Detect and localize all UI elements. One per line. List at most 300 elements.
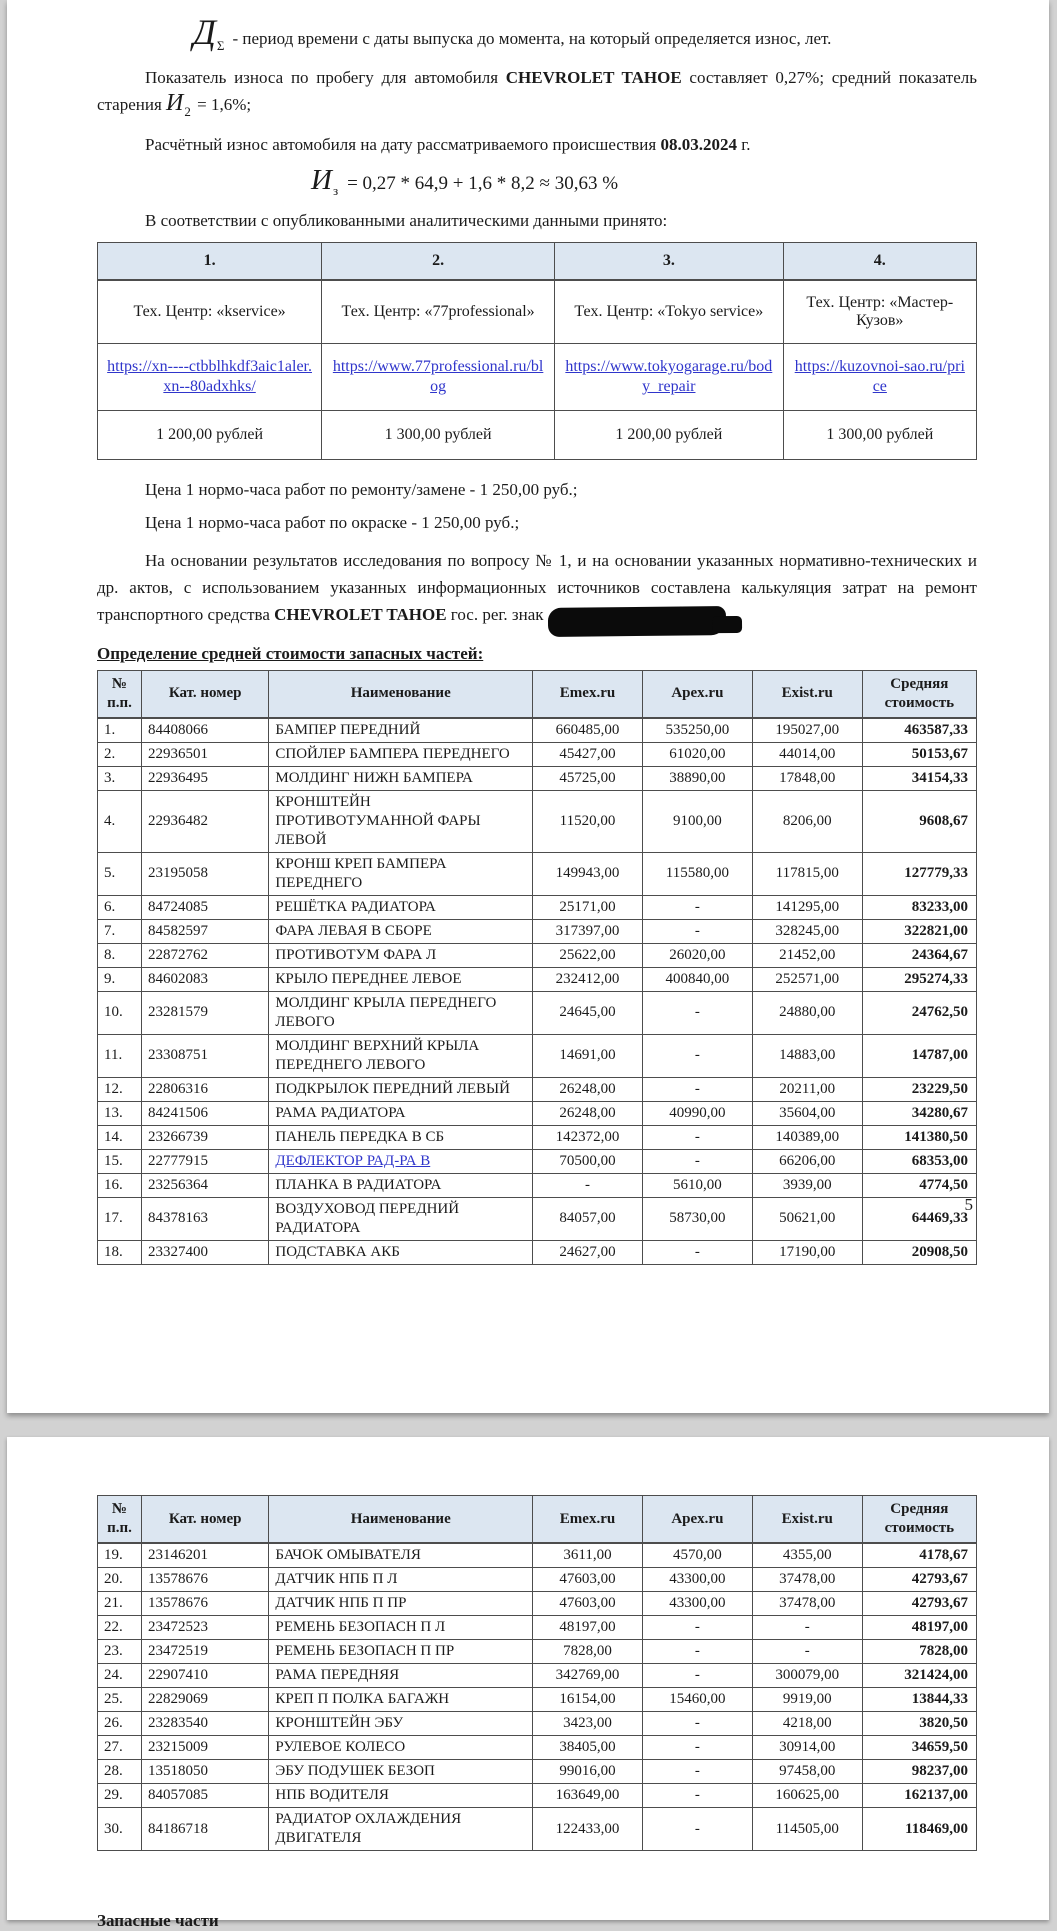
row-number-cell: 18. (98, 1240, 142, 1264)
part-name-cell: МОЛДИНГ ВЕРХНИЙ КРЫЛА ПЕРЕДНЕГО ЛЕВОГО (269, 1034, 533, 1077)
exist-price-cell: 17190,00 (752, 1240, 862, 1264)
tech-center-1: Тех. Центр: «kservice» (98, 280, 322, 344)
row-number-cell: 17. (98, 1197, 142, 1240)
exist-price-cell: 97458,00 (752, 1760, 862, 1784)
emex-price-cell: 47603,00 (533, 1592, 643, 1616)
exist-price-cell: 140389,00 (752, 1125, 862, 1149)
col-header-num: № п.п. (98, 1496, 142, 1544)
row-number-cell: 9. (98, 967, 142, 991)
link-cell (555, 344, 784, 411)
text-run: На основании результатов исследования по вопросу № 1, и на основании указанных нормативно-технических и др. актов, с использованием указанных информационных источников составлена калькуляция затрат на ремонт транспортного средства (97, 551, 977, 624)
row-number-cell: 21. (98, 1592, 142, 1616)
sources-header-row (98, 243, 977, 281)
parts-table-row (98, 1125, 977, 1149)
emex-price-cell: 16154,00 (533, 1688, 643, 1712)
apex-price-cell: 61020,00 (642, 742, 752, 766)
parts-table-row (98, 1640, 977, 1664)
emex-price-cell: 38405,00 (533, 1736, 643, 1760)
parts-table-row (98, 1712, 977, 1736)
page-2 (7, 1437, 1049, 1930)
catalog-number-cell: 84057085 (141, 1784, 268, 1808)
catalog-number-cell: 23266739 (141, 1125, 268, 1149)
emex-price-cell: 3611,00 (533, 1543, 643, 1568)
part-name-cell: ДАТЧИК НПБ П Л (269, 1568, 533, 1592)
part-name-link[interactable]: ДЕФЛЕКТОР РАД-РА В (275, 1152, 431, 1169)
catalog-number-cell: 13578676 (141, 1568, 268, 1592)
row-number-cell: 24. (98, 1664, 142, 1688)
parts-table-row (98, 991, 977, 1034)
emex-price-cell: 25622,00 (533, 943, 643, 967)
exist-price-cell: - (752, 1616, 862, 1640)
average-price-cell: 83233,00 (862, 895, 976, 919)
col-header-exist: Exist.ru (752, 1496, 862, 1544)
apex-price-cell: 40990,00 (642, 1101, 752, 1125)
part-name-cell: ПОДКРЫЛОК ПЕРЕДНИЙ ЛЕВЫЙ (269, 1077, 533, 1101)
catalog-number-cell: 84378163 (141, 1197, 268, 1240)
parts-table-row (98, 1101, 977, 1125)
parts-table-row (98, 967, 977, 991)
parts-table-row (98, 1568, 977, 1592)
part-name-cell: РАМА ПЕРЕДНЯЯ (269, 1664, 533, 1688)
row-number-cell: 28. (98, 1760, 142, 1784)
part-name-cell: РАДИАТОР ОХЛАЖДЕНИЯ ДВИГАТЕЛЯ (269, 1808, 533, 1851)
part-name-cell: РЕМЕНЬ БЕЗОПАСН П Л (269, 1616, 533, 1640)
hour-price-3: 1 200,00 рублей (555, 411, 784, 460)
parts-table-row (98, 1616, 977, 1640)
average-price-cell: 463587,33 (862, 718, 976, 743)
sources-header-2: 2. (322, 243, 555, 281)
row-number-cell: 10. (98, 991, 142, 1034)
row-number-cell: 30. (98, 1808, 142, 1851)
page-1-content (7, 14, 1049, 1265)
emex-price-cell: 70500,00 (533, 1149, 643, 1173)
row-number-cell: 23. (98, 1640, 142, 1664)
text-run: составляет 0,27%; средний показатель старения (97, 68, 977, 114)
part-name-cell: КРОНШ КРЕП БАМПЕРА ПЕРЕДНЕГО (269, 852, 533, 895)
definition-text: - период времени с даты выпуска до момента, на который определяется износ, лет. (232, 29, 832, 48)
parts-table-row (98, 1149, 977, 1173)
apex-price-cell: 38890,00 (642, 766, 752, 790)
exist-price-cell: 252571,00 (752, 967, 862, 991)
redacted-plate-number (548, 606, 726, 637)
exist-price-cell: 20211,00 (752, 1077, 862, 1101)
emex-price-cell: 26248,00 (533, 1077, 643, 1101)
math-subscript-sigma: Σ (216, 38, 225, 53)
part-name-cell: ВОЗДУХОВОД ПЕРЕДНИЙ РАДИАТОРА (269, 1197, 533, 1240)
catalog-number-cell: 84724085 (141, 895, 268, 919)
col-header-num: № п.п. (98, 670, 142, 718)
text-run: Показатель износа по пробегу для автомобиля (145, 68, 506, 87)
catalog-number-cell: 22936482 (141, 790, 268, 852)
average-price-cell: 50153,67 (862, 742, 976, 766)
average-price-cell: 42793,67 (862, 1568, 976, 1592)
catalog-number-cell: 22777915 (141, 1149, 268, 1173)
exist-price-cell: 9919,00 (752, 1688, 862, 1712)
catalog-number-cell: 84241506 (141, 1101, 268, 1125)
catalog-number-cell: 22872762 (141, 943, 268, 967)
catalog-number-cell: 84602083 (141, 967, 268, 991)
labor-repair-line: Цена 1 нормо-часа работ по ремонту/замене - 1 250,00 руб.; (145, 480, 578, 499)
source-link-1[interactable]: https://xn----ctbblhkdf3aic1aler.xn--80adxhks/ (107, 358, 312, 395)
emex-price-cell: 232412,00 (533, 967, 643, 991)
link-cell (98, 344, 322, 411)
catalog-number-cell: 13518050 (141, 1760, 268, 1784)
parts-table-row (98, 1736, 977, 1760)
average-price-cell: 42793,67 (862, 1592, 976, 1616)
parts-table-row (98, 1688, 977, 1712)
apex-price-cell: - (642, 919, 752, 943)
apex-price-cell: 400840,00 (642, 967, 752, 991)
catalog-number-cell: 23472519 (141, 1640, 268, 1664)
col-header-name: Наименование (269, 670, 533, 718)
parts-table-row (98, 852, 977, 895)
parts-price-table-page2 (97, 1495, 977, 1851)
emex-price-cell: 99016,00 (533, 1760, 643, 1784)
emex-price-cell: 11520,00 (533, 790, 643, 852)
average-price-cell: 24364,67 (862, 943, 976, 967)
incident-date: 08.03.2024 (660, 135, 737, 154)
part-name-cell: РУЛЕВОЕ КОЛЕСО (269, 1736, 533, 1760)
emex-price-cell: 24645,00 (533, 991, 643, 1034)
apex-price-cell: - (642, 991, 752, 1034)
average-price-cell: 7828,00 (862, 1640, 976, 1664)
parts-table-row (98, 766, 977, 790)
parts-section-heading: Определение средней стоимости запасных частей: (97, 643, 484, 663)
exist-price-cell: 17848,00 (752, 766, 862, 790)
emex-price-cell: 26248,00 (533, 1101, 643, 1125)
vehicle-name: CHEVROLET TAHOE (505, 68, 682, 87)
basis-paragraph (97, 547, 977, 631)
parts-table-row (98, 1240, 977, 1264)
part-name-cell: ПРОТИВОТУМ ФАРА Л (269, 943, 533, 967)
part-name-cell: СПОЙЛЕР БАМПЕРА ПЕРЕДНЕГО (269, 742, 533, 766)
catalog-number-cell: 23472523 (141, 1616, 268, 1640)
col-header-average: Средняя стоимость (862, 670, 976, 718)
part-name-cell: ФАРА ЛЕВАЯ В СБОРЕ (269, 919, 533, 943)
parts-table-row (98, 1784, 977, 1808)
catalog-number-cell: 84186718 (141, 1808, 268, 1851)
part-name-cell: ПЛАНКА В РАДИАТОРА (269, 1173, 533, 1197)
part-name-cell: МОЛДИНГ КРЫЛА ПЕРЕДНЕГО ЛЕВОГО (269, 991, 533, 1034)
catalog-number-cell: 22936501 (141, 742, 268, 766)
emex-price-cell: 45725,00 (533, 766, 643, 790)
part-name-cell: РЕМЕНЬ БЕЗОПАСН П ПР (269, 1640, 533, 1664)
average-price-cell: 23229,50 (862, 1077, 976, 1101)
parts-header-row (98, 670, 977, 718)
emex-price-cell: 660485,00 (533, 718, 643, 743)
labor-paint-line: Цена 1 нормо-часа работ по окраске - 1 250,00 руб.; (145, 513, 520, 532)
average-price-cell: 141380,50 (862, 1125, 976, 1149)
part-name-cell: БАЧОК ОМЫВАТЕЛЯ (269, 1543, 533, 1568)
apex-price-cell: 43300,00 (642, 1592, 752, 1616)
emex-price-cell: 47603,00 (533, 1568, 643, 1592)
parts-table-row (98, 790, 977, 852)
average-price-cell: 4178,67 (862, 1543, 976, 1568)
row-number-cell: 11. (98, 1034, 142, 1077)
tech-center-4: Тех. Центр: «Мастер-Кузов» (783, 280, 976, 344)
math-symbol-d: Д (193, 12, 216, 52)
exist-price-cell: 160625,00 (752, 1784, 862, 1808)
part-name-cell: НПБ ВОДИТЕЛЯ (269, 1784, 533, 1808)
parts-table-row (98, 1664, 977, 1688)
part-name-cell: БАМПЕР ПЕРЕДНИЙ (269, 718, 533, 743)
part-name-cell: ЭБУ ПОДУШЕК БЕЗОП (269, 1760, 533, 1784)
row-number-cell: 6. (98, 895, 142, 919)
part-name-cell (269, 1149, 533, 1173)
row-number-cell: 29. (98, 1784, 142, 1808)
catalog-number-cell: 22936495 (141, 766, 268, 790)
exist-price-cell: 4355,00 (752, 1543, 862, 1568)
row-number-cell: 8. (98, 943, 142, 967)
catalog-number-cell: 84408066 (141, 718, 268, 743)
apex-price-cell: - (642, 1808, 752, 1851)
apex-price-cell: 9100,00 (642, 790, 752, 852)
apex-price-cell: - (642, 1760, 752, 1784)
average-price-cell: 20908,50 (862, 1240, 976, 1264)
parts-table-body (98, 718, 977, 1265)
col-header-average: Средняя стоимость (862, 1496, 976, 1544)
average-price-cell: 322821,00 (862, 919, 976, 943)
apex-price-cell: - (642, 1149, 752, 1173)
emex-price-cell: 342769,00 (533, 1664, 643, 1688)
col-header-apex: Apex.ru (642, 1496, 752, 1544)
source-link-2[interactable]: https://www.77professional.ru/blog (332, 358, 544, 395)
exist-price-cell: 195027,00 (752, 718, 862, 743)
hour-price-2: 1 300,00 рублей (322, 411, 555, 460)
apex-price-cell: - (642, 1664, 752, 1688)
parts-table-row (98, 919, 977, 943)
part-name-cell: ПОДСТАВКА АКБ (269, 1240, 533, 1264)
catalog-number-cell: 22907410 (141, 1664, 268, 1688)
text-run: = 1,6%; (192, 95, 252, 114)
parts-header-row (98, 1496, 977, 1544)
accordance-paragraph: В соответствии с опубликованными аналитическими данными принято: (145, 211, 668, 230)
col-header-catalog: Кат. номер (141, 1496, 268, 1544)
exist-price-cell: 21452,00 (752, 943, 862, 967)
wear-formula (311, 164, 977, 198)
apex-price-cell: - (642, 1125, 752, 1149)
parts-table-row (98, 1197, 977, 1240)
apex-price-cell: 15460,00 (642, 1688, 752, 1712)
row-number-cell: 7. (98, 919, 142, 943)
parts-table-row (98, 1173, 977, 1197)
apex-price-cell: 26020,00 (642, 943, 752, 967)
source-link-4[interactable]: https://kuzovnoi-sao.ru/price (794, 358, 965, 395)
exist-price-cell: 141295,00 (752, 895, 862, 919)
row-number-cell: 2. (98, 742, 142, 766)
exist-price-cell: 3939,00 (752, 1173, 862, 1197)
emex-price-cell: 25171,00 (533, 895, 643, 919)
exist-price-cell: 44014,00 (752, 742, 862, 766)
parts-table-row (98, 742, 977, 766)
catalog-number-cell: 84582597 (141, 919, 268, 943)
col-header-exist: Exist.ru (752, 670, 862, 718)
parts-table-row (98, 1077, 977, 1101)
part-name-cell: КРЕП П ПОЛКА БАГАЖН (269, 1688, 533, 1712)
catalog-number-cell: 23308751 (141, 1034, 268, 1077)
apex-price-cell: 535250,00 (642, 718, 752, 743)
exist-price-cell: 117815,00 (752, 852, 862, 895)
row-number-cell: 22. (98, 1616, 142, 1640)
average-price-cell: 24762,50 (862, 991, 976, 1034)
link-cell (783, 344, 976, 411)
row-number-cell: 13. (98, 1101, 142, 1125)
part-name-cell: МОЛДИНГ НИЖН БАМПЕРА (269, 766, 533, 790)
formula-expression: = 0,27 * 64,9 + 1,6 * 8,2 ≈ 30,63 % (347, 173, 619, 194)
math-subscript-z: з (332, 183, 339, 198)
col-header-emex: Emex.ru (533, 670, 643, 718)
row-number-cell: 26. (98, 1712, 142, 1736)
average-price-cell: 9608,67 (862, 790, 976, 852)
exist-price-cell: 50621,00 (752, 1197, 862, 1240)
sources-header-3: 3. (555, 243, 784, 281)
catalog-number-cell: 23327400 (141, 1240, 268, 1264)
link-cell (322, 344, 555, 411)
apex-price-cell: - (642, 895, 752, 919)
catalog-number-cell: 23281579 (141, 991, 268, 1034)
part-name-cell: ПАНЕЛЬ ПЕРЕДКА В СБ (269, 1125, 533, 1149)
sources-header-1: 1. (98, 243, 322, 281)
col-header-catalog: Кат. номер (141, 670, 268, 718)
tech-center-2: Тех. Центр: «77professional» (322, 280, 555, 344)
average-price-cell: 34154,33 (862, 766, 976, 790)
part-name-cell: РЕШЁТКА РАДИАТОРА (269, 895, 533, 919)
part-name-cell: КРЫЛО ПЕРЕДНЕЕ ЛЕВОЕ (269, 967, 533, 991)
math-symbol-i: И (311, 164, 332, 196)
source-link-3[interactable]: https://www.tokyogarage.ru/body_repair (565, 358, 773, 395)
row-number-cell: 3. (98, 766, 142, 790)
col-header-emex: Emex.ru (533, 1496, 643, 1544)
parts-table-row (98, 1760, 977, 1784)
exist-price-cell: 14883,00 (752, 1034, 862, 1077)
row-number-cell: 27. (98, 1736, 142, 1760)
apex-price-cell: - (642, 1616, 752, 1640)
page-number: 5 (964, 1194, 973, 1214)
next-section-heading-cut: Запасные части (97, 1911, 219, 1930)
average-price-cell: 295274,33 (862, 967, 976, 991)
text-run: Расчётный износ автомобиля на дату рассматриваемого происшествия (145, 135, 661, 154)
average-price-cell: 48197,00 (862, 1616, 976, 1640)
calc-date-paragraph (97, 131, 977, 158)
row-number-cell: 14. (98, 1125, 142, 1149)
average-price-cell: 118469,00 (862, 1808, 976, 1851)
apex-price-cell: - (642, 1077, 752, 1101)
row-number-cell: 1. (98, 718, 142, 743)
catalog-number-cell: 23195058 (141, 852, 268, 895)
text-run: гос. рег. знак (446, 605, 548, 624)
catalog-number-cell: 22829069 (141, 1688, 268, 1712)
catalog-number-cell: 23215009 (141, 1736, 268, 1760)
exist-price-cell: 24880,00 (752, 991, 862, 1034)
apex-price-cell: 4570,00 (642, 1543, 752, 1568)
row-number-cell: 19. (98, 1543, 142, 1568)
part-name-cell: КРОНШТЕЙН ПРОТИВОТУМАННОЙ ФАРЫ ЛЕВОЙ (269, 790, 533, 852)
exist-price-cell: 8206,00 (752, 790, 862, 852)
emex-price-cell: 3423,00 (533, 1712, 643, 1736)
emex-price-cell: 24627,00 (533, 1240, 643, 1264)
emex-price-cell: 122433,00 (533, 1808, 643, 1851)
average-price-cell: 34659,50 (862, 1736, 976, 1760)
catalog-number-cell: 13578676 (141, 1592, 268, 1616)
page-2-content (7, 1437, 1049, 1851)
catalog-number-cell: 23146201 (141, 1543, 268, 1568)
apex-price-cell: - (642, 1736, 752, 1760)
tech-center-3: Тех. Центр: «Tokyo service» (555, 280, 784, 344)
formula-definition-line (193, 12, 977, 53)
parts-table-row (98, 1034, 977, 1077)
repair-sources-table (97, 242, 977, 460)
math-symbol-i: И (166, 90, 184, 116)
average-price-cell: 14787,00 (862, 1034, 976, 1077)
math-subscript-2: 2 (184, 104, 191, 119)
exist-price-cell: - (752, 1640, 862, 1664)
col-header-apex: Apex.ru (642, 670, 752, 718)
emex-price-cell: 48197,00 (533, 1616, 643, 1640)
parts-price-table-page1 (97, 670, 977, 1265)
exist-price-cell: 37478,00 (752, 1568, 862, 1592)
average-price-cell: 127779,33 (862, 852, 976, 895)
parts-table-head (98, 670, 977, 718)
part-name-cell: РАМА РАДИАТОРА (269, 1101, 533, 1125)
part-name-cell: ДАТЧИК НПБ П ПР (269, 1592, 533, 1616)
text-run: г. (736, 135, 751, 154)
sources-centers-row (98, 280, 977, 344)
sources-header-4: 4. (783, 243, 976, 281)
average-price-cell: 98237,00 (862, 1760, 976, 1784)
emex-price-cell: 84057,00 (533, 1197, 643, 1240)
vehicle-name: CHEVROLET TAHOE (274, 605, 447, 624)
emex-price-cell: 149943,00 (533, 852, 643, 895)
exist-price-cell: 30914,00 (752, 1736, 862, 1760)
parts-table-row (98, 943, 977, 967)
exist-price-cell: 35604,00 (752, 1101, 862, 1125)
exist-price-cell: 66206,00 (752, 1149, 862, 1173)
col-header-name: Наименование (269, 1496, 533, 1544)
catalog-number-cell: 23256364 (141, 1173, 268, 1197)
exist-price-cell: 328245,00 (752, 919, 862, 943)
emex-price-cell: 45427,00 (533, 742, 643, 766)
exist-price-cell: 37478,00 (752, 1592, 862, 1616)
row-number-cell: 5. (98, 852, 142, 895)
part-name-cell: КРОНШТЕЙН ЭБУ (269, 1712, 533, 1736)
sources-prices-row (98, 411, 977, 460)
apex-price-cell: - (642, 1712, 752, 1736)
catalog-number-cell: 22806316 (141, 1077, 268, 1101)
exist-price-cell: 300079,00 (752, 1664, 862, 1688)
apex-price-cell: 43300,00 (642, 1568, 752, 1592)
emex-price-cell: 317397,00 (533, 919, 643, 943)
parts-table-row (98, 1592, 977, 1616)
average-price-cell: 64469,33 (862, 1197, 976, 1240)
row-number-cell: 4. (98, 790, 142, 852)
hour-price-1: 1 200,00 рублей (98, 411, 322, 460)
hour-price-4: 1 300,00 рублей (783, 411, 976, 460)
row-number-cell: 15. (98, 1149, 142, 1173)
emex-price-cell: 142372,00 (533, 1125, 643, 1149)
parts-table-head (98, 1496, 977, 1544)
emex-price-cell: 7828,00 (533, 1640, 643, 1664)
apex-price-cell: - (642, 1034, 752, 1077)
sources-links-row (98, 344, 977, 411)
page-1 (7, 0, 1049, 1413)
exist-price-cell: 4218,00 (752, 1712, 862, 1736)
average-price-cell: 4774,50 (862, 1173, 976, 1197)
apex-price-cell: 58730,00 (642, 1197, 752, 1240)
average-price-cell: 34280,67 (862, 1101, 976, 1125)
row-number-cell: 12. (98, 1077, 142, 1101)
average-price-cell: 13844,33 (862, 1688, 976, 1712)
average-price-cell: 3820,50 (862, 1712, 976, 1736)
